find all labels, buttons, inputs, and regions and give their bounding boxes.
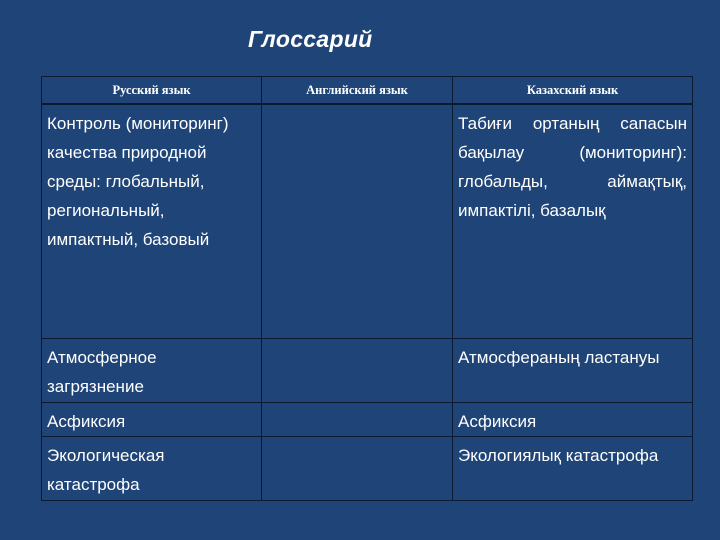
term-kazakh: Асфиксия (458, 412, 537, 431)
header-english: Английский язык (262, 77, 453, 105)
table-header-row (42, 77, 693, 105)
cell-english (262, 437, 453, 501)
cell-english (262, 104, 453, 339)
term-english (262, 437, 452, 441)
term-kazakh: Табиғи ортаның сапасын бақылау (мониторинг): глобальды, аймақтық, импактілі, базалық (458, 114, 687, 220)
term-english (262, 105, 452, 109)
cell-russian (42, 437, 262, 501)
header-kazakh: Казахский язык (453, 77, 693, 105)
term-russian: Контроль (мониторинг) качества природной среды: глобальный, региональный, импактный, базовый (47, 114, 229, 249)
cell-kazakh (453, 104, 693, 339)
cell-english (262, 339, 453, 403)
table-row (42, 403, 693, 437)
slide-title: Глоссарий (248, 26, 373, 52)
cell-english (262, 403, 453, 437)
cell-kazakh (453, 437, 693, 501)
cell-russian (42, 104, 262, 339)
term-english (262, 403, 452, 407)
glossary-table (41, 76, 693, 501)
header-russian: Русский язык (42, 77, 262, 105)
table-row (42, 437, 693, 501)
term-russian: Атмосферное загрязнение (47, 348, 157, 396)
term-russian: Асфиксия (47, 412, 126, 431)
table-row (42, 104, 693, 339)
cell-kazakh (453, 403, 693, 437)
cell-kazakh (453, 339, 693, 403)
table-row (42, 339, 693, 403)
term-kazakh: Экологиялық катастрофа (458, 446, 659, 465)
term-russian: Экологическая катастрофа (47, 446, 165, 494)
term-kazakh: Атмосфераның ластануы (458, 348, 660, 367)
term-english (262, 339, 452, 343)
cell-russian (42, 403, 262, 437)
cell-russian (42, 339, 262, 403)
